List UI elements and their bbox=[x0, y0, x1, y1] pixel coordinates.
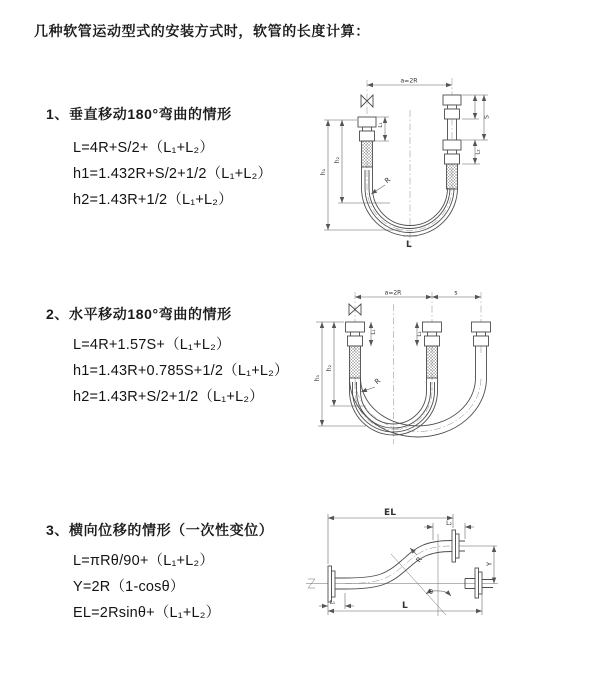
section-3-formula-el: EL=2Rsinθ+（L₁+L₂） bbox=[73, 605, 221, 621]
label-theta: θ bbox=[429, 588, 433, 596]
dim-label-l1: L₁ bbox=[371, 329, 377, 335]
section-1-heading: 1、垂直移动180°弯曲的情形 bbox=[46, 106, 232, 122]
dim-label-l2: L₂ bbox=[417, 331, 423, 337]
angle-theta-arcs bbox=[426, 588, 451, 596]
section-2-heading: 2、水平移动180°弯曲的情形 bbox=[46, 306, 232, 322]
left-flange-assembly bbox=[358, 117, 376, 167]
centerlines bbox=[367, 78, 452, 248]
dim-label-a2r: a=2R bbox=[384, 289, 402, 297]
section-2-formula-h1: h1=1.43R+0.785S+1/2（L₁+L₂） bbox=[73, 363, 289, 379]
diagram-lateral-displacement bbox=[298, 498, 550, 648]
centerlines bbox=[355, 289, 481, 444]
dimension-lines bbox=[320, 78, 491, 251]
diagram-vertical-180-bend bbox=[312, 70, 530, 255]
hose-s-curve bbox=[345, 541, 452, 590]
dim-label-l2: L₂ bbox=[475, 149, 482, 155]
label-bend-radius: R bbox=[414, 555, 425, 565]
section-3-formula-l: L=πRθ/90+（L₁+L₂） bbox=[73, 553, 215, 569]
section-2-formula-l: L=4R+1.57S+（L₁+L₂） bbox=[73, 337, 231, 353]
dim-label-a2r: a=2R bbox=[400, 77, 418, 85]
dim-label-h1: h₁ bbox=[314, 374, 321, 382]
section-1-formula-h2: h2=1.43R+1/2（L₁+L₂） bbox=[73, 192, 233, 208]
dimension-lines bbox=[314, 290, 481, 427]
dim-label-h1: h₁ bbox=[320, 168, 327, 176]
hose-u-bend bbox=[362, 167, 458, 236]
dim-label-s: S bbox=[483, 115, 491, 119]
dim-label-l2: L₂ bbox=[446, 520, 452, 527]
middle-flange-assembly bbox=[423, 322, 442, 378]
section-1-formula-h1: h1=1.432R+S/2+1/2（L₁+L₂） bbox=[73, 166, 273, 182]
dim-label-h2: h₂ bbox=[326, 364, 333, 372]
dim-label-h2: h₂ bbox=[334, 156, 341, 164]
dim-label-l: L bbox=[402, 601, 408, 611]
dim-label-l1: L₁ bbox=[378, 122, 384, 128]
left-flange-assembly bbox=[346, 322, 365, 378]
label-bend-radius: R bbox=[383, 175, 393, 186]
label-length: L bbox=[406, 240, 412, 250]
section-1-formula-l: L=4R+S/2+（L₁+L₂） bbox=[73, 140, 215, 156]
lower-right-flange-assembly bbox=[465, 568, 493, 598]
left-flange-assembly bbox=[328, 566, 345, 602]
dim-label-s: s bbox=[454, 289, 458, 297]
section-3-formula-y: Y=2R（1-cosθ） bbox=[73, 579, 185, 595]
label-bend-radius: R bbox=[373, 376, 383, 387]
right-flange-assembly bbox=[472, 322, 491, 346]
hose-u-position-2 bbox=[350, 346, 487, 437]
diagram-horizontal-180-bend bbox=[308, 286, 530, 458]
dim-label-el: EL bbox=[384, 508, 396, 518]
page-title: 几种软管运动型式的安装方式时，软管的长度计算： bbox=[34, 23, 370, 39]
section-2-formula-h2: h2=1.43R+S/2+1/2（L₁+L₂） bbox=[73, 389, 264, 405]
right-flange-assembly bbox=[443, 95, 461, 189]
section-3-heading: 3、横向位移的情形（一次性变位） bbox=[46, 522, 274, 538]
dim-label-l1: L₁ bbox=[329, 600, 336, 606]
dim-label-y: Y bbox=[485, 561, 494, 567]
